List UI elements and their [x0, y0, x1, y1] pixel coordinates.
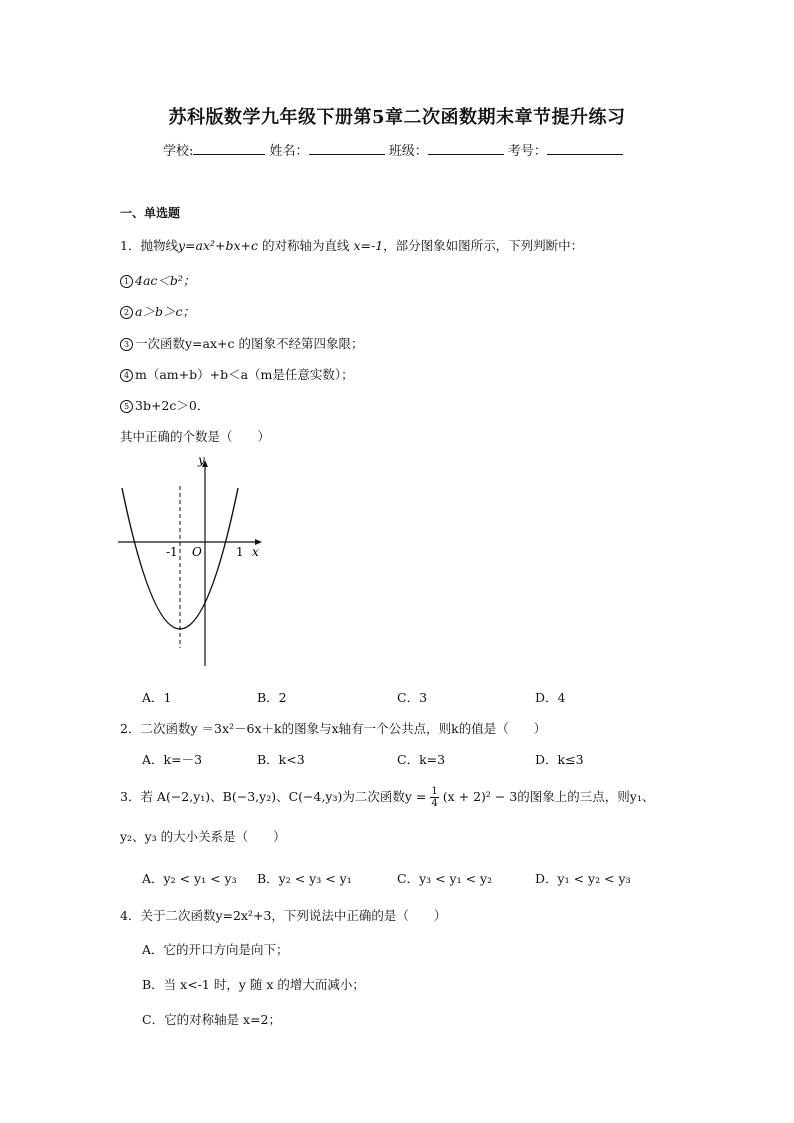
- circled-4-icon: 4: [120, 369, 133, 382]
- circled-5-icon: 5: [120, 400, 133, 413]
- class-label: 班级：: [388, 144, 428, 159]
- q3-frac-num: 1: [431, 786, 438, 797]
- q1-stem-axis: x=-1: [353, 238, 384, 253]
- q3-option-b[interactable]: B．y₂ < y₃ < y₁: [257, 871, 352, 886]
- q1-statement-5: [120, 396, 209, 414]
- q1-s2-text: a＞b＞c；: [135, 304, 195, 319]
- q3-stem-post: (x + 2)² − 3的图象上的三点，则y₁、: [442, 789, 655, 804]
- q3-stem: [120, 786, 654, 809]
- origin-label: O: [192, 545, 202, 559]
- q1-stem-mid: 的对称轴为直线: [258, 238, 354, 253]
- q4-option-b[interactable]: B．当 x<-1 时，y 随 x 的增大而减小；: [142, 977, 365, 992]
- school-blank[interactable]: [193, 141, 265, 155]
- name-label: 姓名：: [269, 144, 309, 159]
- circled-3-icon: 3: [120, 338, 133, 351]
- y-axis-label: y: [198, 453, 205, 467]
- q1-statement-4: [120, 365, 354, 383]
- circled-2-icon: 2: [120, 306, 133, 319]
- q1-s4-text: m（am+b）+b＜a（m是任意实数）；: [135, 367, 354, 382]
- q1-stem-pre: 1．抛物线: [120, 238, 178, 253]
- x-axis-label: x: [252, 545, 259, 559]
- q3-stem-pre: 3．若 A(−2,y₁)、B(−3,y₂)、C(−4,y₃)为二次函数y =: [120, 789, 427, 804]
- q3-fraction: [430, 786, 438, 809]
- q1-option-c[interactable]: C．3: [397, 690, 428, 705]
- q1-statement-1: [120, 271, 195, 289]
- q4-option-a[interactable]: A．它的开口方向是向下；: [142, 942, 289, 957]
- circled-1-icon: 1: [120, 275, 133, 288]
- page-title: 苏科版数学九年级下册第5章二次函数期末章节提升练习: [168, 107, 626, 128]
- q3-option-c[interactable]: C．y₃ < y₁ < y₂: [397, 871, 493, 886]
- q1-statement-3: [120, 334, 364, 352]
- exam-no-label: 考号：: [507, 144, 547, 159]
- q1-ask: 其中正确的个数是（ ）: [120, 429, 271, 444]
- tick-label-neg-one: -1: [166, 545, 178, 559]
- q3-stem-line2: y₂、y₃ 的大小关系是（ ）: [120, 829, 286, 844]
- name-blank[interactable]: [309, 141, 385, 155]
- q1-statement-2: [120, 302, 195, 320]
- q4-stem: 4．关于二次函数y=2x²+3，下列说法中正确的是（ ）: [120, 908, 447, 923]
- q3-option-d[interactable]: D．y₁ < y₂ < y₃: [535, 871, 631, 886]
- q3-option-a[interactable]: A．y₂ < y₁ < y₃: [142, 871, 237, 886]
- q1-s1-text: 4ac＜b²；: [135, 273, 196, 288]
- q1-option-a[interactable]: A．1: [142, 690, 172, 705]
- q2-option-c[interactable]: C．k=3: [397, 752, 446, 767]
- q2-option-d[interactable]: D．k≤3: [535, 752, 584, 767]
- q1-stem: [120, 236, 583, 254]
- exam-no-blank[interactable]: [547, 141, 623, 155]
- q2-option-b[interactable]: B．k<3: [257, 752, 305, 767]
- q1-s3-text: 一次函数y=ax+c 的图象不经第四象限；: [135, 336, 364, 351]
- q1-s5-text: 3b+2c＞0．: [135, 398, 210, 413]
- q1-option-b[interactable]: B．2: [257, 690, 287, 705]
- class-blank[interactable]: [428, 141, 504, 155]
- q1-option-d[interactable]: D．4: [535, 690, 566, 705]
- q1-stem-post: ，部分图象如图所示，下列判断中：: [383, 238, 584, 253]
- q4-option-c[interactable]: C．它的对称轴是 x=2；: [142, 1012, 282, 1027]
- q1-stem-eq: y=ax²+bx+c: [177, 238, 259, 253]
- q2-option-a[interactable]: A．k=－3: [142, 752, 203, 767]
- tick-label-one: 1: [236, 545, 244, 559]
- parabola-figure: [114, 452, 264, 672]
- q2-stem: 2．二次函数y ＝3x²－6x＋k的图象与x轴有一个公共点，则k的值是（ ）: [120, 721, 547, 736]
- section-title: 一、单选题: [120, 206, 181, 220]
- school-label: 学校:: [163, 144, 194, 159]
- exam-info-line: [163, 140, 623, 159]
- q3-frac-den: 4: [431, 798, 438, 809]
